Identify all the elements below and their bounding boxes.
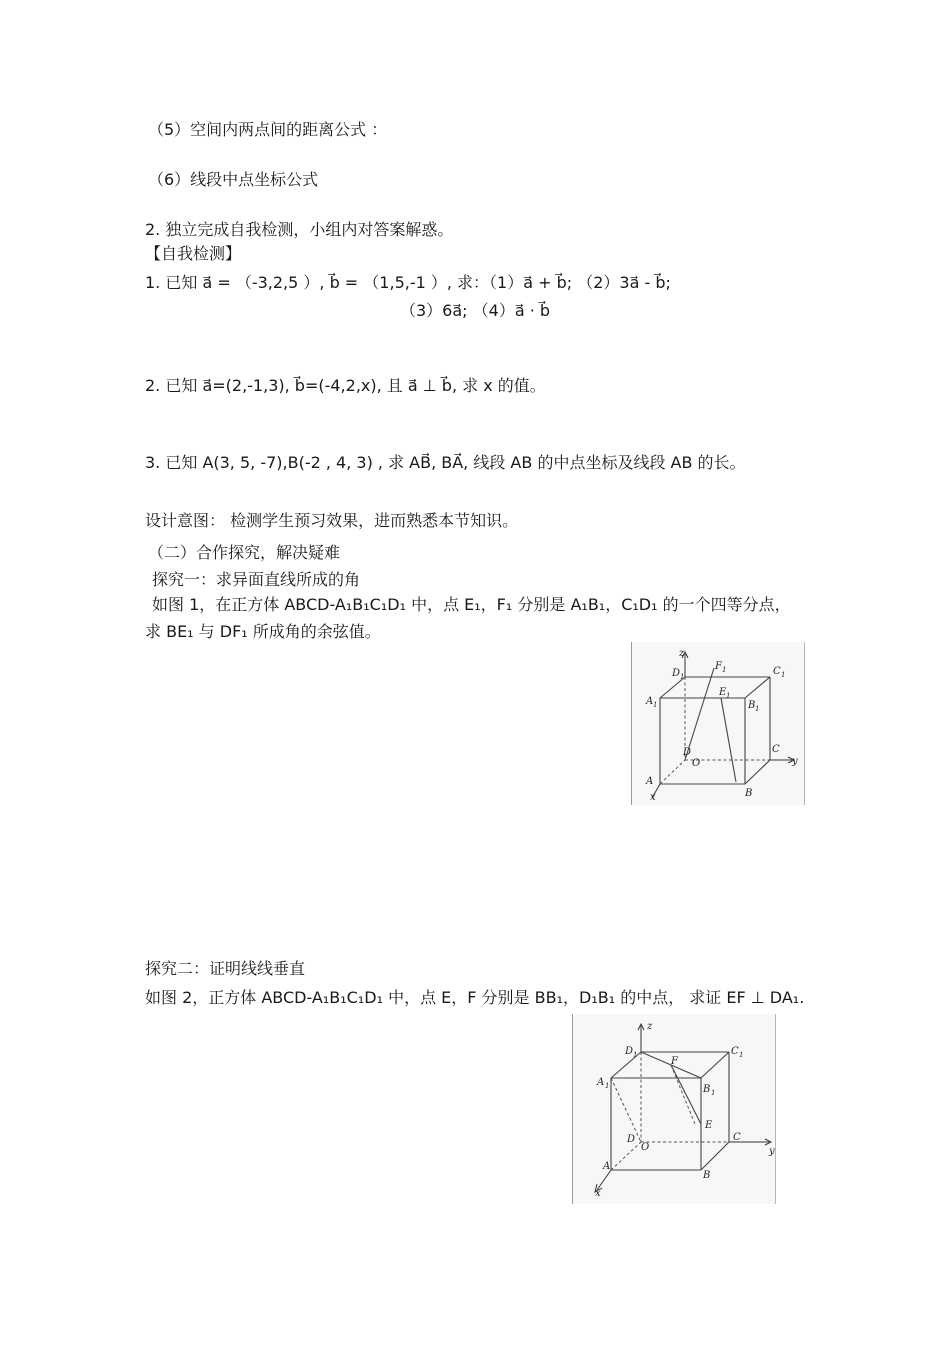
svg-text:B: B xyxy=(703,1170,711,1181)
svg-text:1: 1 xyxy=(711,1089,716,1097)
svg-text:B: B xyxy=(745,788,753,799)
svg-text:F: F xyxy=(715,661,722,672)
question-3: 3. 已知 A(3, 5, -7),B(-2 , 4, 3) , 求 AB⃗, BA⃗, 线段 AB 的中点坐标及线段 AB 的长。 xyxy=(145,453,746,472)
svg-text:E: E xyxy=(719,687,727,698)
explore-1-paragraph-line-1: 如图 1，在正方体 ABCD-A₁B₁C₁D₁ 中，点 E₁，F₁ 分别是 A₁B₁，C₁D₁ 的一个四等分点， xyxy=(152,595,791,614)
svg-text:1: 1 xyxy=(722,666,727,674)
svg-text:y: y xyxy=(792,756,798,767)
explore-1-title: 探究一：求异面直线所成的角 xyxy=(152,570,361,589)
svg-text:1: 1 xyxy=(633,1051,638,1059)
question-1-line-1: 1. 已知 a⃗ = （-3,2,5 ）, b⃗ = （1,5,-1 ）, 求：（1）a⃗ + b⃗; （2）3a⃗ - b⃗; xyxy=(145,273,671,292)
svg-text:O: O xyxy=(692,758,701,769)
svg-text:z: z xyxy=(679,648,685,659)
item-6-midpoint-formula: （6）线段中点坐标公式 xyxy=(148,170,319,189)
svg-text:D: D xyxy=(683,747,692,758)
svg-text:C: C xyxy=(772,744,780,755)
svg-text:F: F xyxy=(671,1056,678,1067)
svg-text:E: E xyxy=(705,1120,713,1131)
svg-text:B: B xyxy=(748,700,756,711)
design-intent: 设计意图： 检测学生预习效果，进而熟悉本节知识。 xyxy=(145,511,519,530)
svg-text:C: C xyxy=(773,666,781,677)
svg-text:1: 1 xyxy=(653,701,658,709)
step-2-instruction: 2. 独立完成自我检测，小组内对答案解惑。 xyxy=(145,220,454,239)
svg-text:1: 1 xyxy=(781,671,786,679)
svg-text:C: C xyxy=(731,1046,739,1057)
svg-text:O: O xyxy=(641,1142,650,1153)
explore-1-paragraph-line-2: 求 BE₁ 与 DF₁ 所成角的余弦值。 xyxy=(145,622,381,641)
explore-2-title: 探究二：证明线线垂直 xyxy=(145,959,306,978)
svg-text:D: D xyxy=(672,668,681,679)
svg-text:y: y xyxy=(769,1146,775,1157)
item-5-distance-formula: （5）空间内两点间的距离公式 ： xyxy=(148,120,388,139)
svg-text:1: 1 xyxy=(739,1051,744,1059)
svg-text:1: 1 xyxy=(605,1082,610,1090)
explore-2-paragraph: 如图 2，正方体 ABCD-A₁B₁C₁D₁ 中，点 E，F 分别是 BB₁，D₁B₁ 的中点， 求证 EF ⊥ DA₁. xyxy=(145,988,805,1007)
svg-text:D: D xyxy=(627,1134,636,1145)
svg-text:z: z xyxy=(647,1021,653,1032)
svg-text:B: B xyxy=(703,1084,711,1095)
figure-1-cube-diagram xyxy=(631,642,805,805)
svg-text:1: 1 xyxy=(755,705,760,713)
section-2-heading: （二）合作探究，解决疑难 xyxy=(148,543,341,562)
question-1-line-2: （3）6a⃗; （4）a⃗ · b⃗ xyxy=(400,301,551,320)
svg-text:D: D xyxy=(625,1046,634,1057)
svg-text:1: 1 xyxy=(726,692,731,700)
self-check-heading: 【自我检测】 xyxy=(145,244,242,263)
svg-text:1: 1 xyxy=(680,673,685,681)
svg-text:C: C xyxy=(733,1132,741,1143)
svg-text:A: A xyxy=(646,696,654,707)
svg-text:A: A xyxy=(646,776,654,787)
question-2: 2. 已知 a⃗=(2,-1,3), b⃗=(-4,2,x), 且 a⃗ ⊥ b⃗, 求 x 的值。 xyxy=(145,376,546,395)
svg-text:x: x xyxy=(595,1188,601,1199)
svg-text:x: x xyxy=(650,792,656,803)
svg-text:A: A xyxy=(603,1161,611,1172)
svg-text:A: A xyxy=(597,1077,605,1088)
figure-2-cube-diagram xyxy=(572,1014,776,1204)
